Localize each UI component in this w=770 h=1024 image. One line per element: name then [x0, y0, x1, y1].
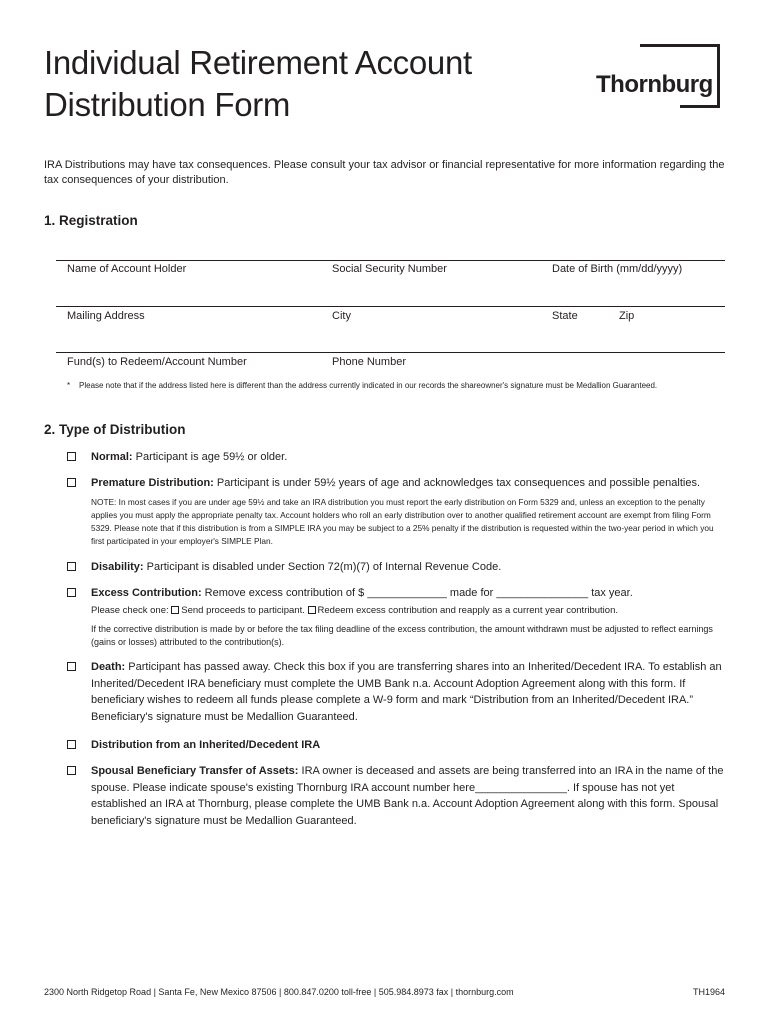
inherited-label: Distribution from an Inherited/Decedent IRA — [91, 739, 321, 751]
dob-field[interactable]: Date of Birth (mm/dd/yyyy) — [552, 263, 683, 275]
address-note-text: Please note that if the address listed here is different than the address currently indicated in our records the shareowner's signature must be Medallion Guaranteed. — [79, 381, 658, 390]
normal-checkbox[interactable] — [67, 452, 76, 461]
reapply-checkbox[interactable] — [308, 606, 316, 614]
ssn-field[interactable]: Social Security Number — [332, 263, 447, 275]
city-field[interactable]: City — [332, 310, 351, 322]
registration-row-1-line — [56, 260, 725, 261]
death-option — [91, 659, 731, 725]
normal-option — [91, 449, 731, 466]
excess-label: Excess Contribution: — [91, 587, 202, 599]
death-checkbox[interactable] — [67, 662, 76, 671]
spousal-label: Spousal Beneficiary Transfer of Assets: — [91, 765, 299, 777]
logo-frame-bottom — [680, 105, 720, 108]
excess-note: If the corrective distribution is made by or before the tax filing deadline of the excess contribution, the amount withdrawn must be adjusted to reflect earnings (gains or losses) attributed to the contribution(s). — [91, 624, 713, 647]
premature-note: NOTE: In most cases if you are under age 59½ and take an IRA distribution you must report the early distribution on Form 5329 and, unless an exception to the penalty applies you must apply the appropriate penalty tax. Account holders who roll an early distribution over to another qualified retirement account are exempt from filing Form 5329. Please note that if this distribution is from a SIMPLE IRA you may be subject to a 25% penalty if the distribution is requested within the two-year period in which you first participated in your employer's SIMPLE Plan. — [91, 497, 714, 546]
disability-option — [91, 559, 731, 576]
reapply-label: Redeem excess contribution and reapply as a current year contribution. — [317, 605, 618, 616]
account-holder-field[interactable]: Name of Account Holder — [67, 263, 187, 275]
logo-frame-top — [640, 44, 720, 47]
excess-option — [91, 585, 731, 602]
premature-label: Premature Distribution: — [91, 477, 214, 489]
inherited-option — [91, 737, 731, 754]
excess-checkbox[interactable] — [67, 588, 76, 597]
zip-field[interactable]: Zip — [619, 310, 635, 322]
registration-heading: 1. Registration — [44, 213, 138, 228]
logo-frame-right — [717, 44, 720, 108]
state-field[interactable]: State — [552, 310, 578, 322]
form-title — [44, 42, 472, 126]
footer-address: 2300 North Ridgetop Road | Santa Fe, New Mexico 87506 | 800.847.0200 toll-free | 505.984.8973 fax | thornburg.com — [44, 987, 514, 997]
thornburg-logo — [596, 44, 724, 110]
spousal-text: IRA owner is deceased and assets are being transferred into an IRA in the name of the spouse. Please indicate spouse's existing Thornburg IRA account number here_______________. If spouse has not yet established an IRA at Thornburg, please complete the UMB Bank n.a. Account Adoption Agreement along with this form. Spousal beneficiary's signature must be Medallion Guaranteed. — [91, 765, 724, 827]
form-code: TH1964 — [693, 987, 726, 997]
spousal-checkbox[interactable] — [67, 766, 76, 775]
registration-row-3-line — [56, 352, 725, 353]
send-proceeds-checkbox[interactable] — [171, 606, 179, 614]
disability-checkbox[interactable] — [67, 562, 76, 571]
premature-option — [91, 475, 731, 492]
normal-text: Participant is age 59½ or older. — [132, 451, 288, 463]
funds-account-field[interactable]: Fund(s) to Redeem/Account Number — [67, 356, 247, 368]
title-line-2: Distribution Form — [44, 86, 291, 123]
mailing-address-field[interactable]: Mailing Address — [67, 310, 145, 322]
death-label: Death: — [91, 661, 126, 673]
disability-label: Disability: — [91, 561, 144, 573]
premature-text: Participant is under 59½ years of age and acknowledges tax consequences and possible penalties. — [213, 477, 701, 489]
spousal-option — [91, 763, 731, 829]
normal-label: Normal: — [91, 451, 133, 463]
excess-check-one — [91, 604, 727, 617]
address-note — [67, 381, 657, 390]
premature-checkbox[interactable] — [67, 478, 76, 487]
inherited-checkbox[interactable] — [67, 740, 76, 749]
disability-text: Participant is disabled under Section 72(m)(7) of Internal Revenue Code. — [143, 561, 502, 573]
excess-text: Remove excess contribution of $ _____________ made for _______________ tax year. — [201, 587, 633, 599]
death-text: Participant has passed away. Check this box if you are transferring shares into an Inherited/Decedent IRA. To establish an Inherited/Decedent IRA beneficiary must complete the UMB Bank n.a. Account Adoption Agreement along with this form. If beneficiary wishes to redeem all funds please complete a W-9 form and mark “Distribution from an Inherited/Decedent IRA.” Beneficiary's signature must be Medallion Guaranteed. — [91, 661, 722, 723]
phone-field[interactable]: Phone Number — [332, 356, 406, 368]
note-asterisk: * — [67, 381, 71, 390]
intro-text: IRA Distributions may have tax consequences. Please consult your tax advisor or financial representative for more information regarding the tax consequences of your distribution. — [44, 159, 725, 186]
title-line-1: Individual Retirement Account — [44, 44, 472, 81]
logo-wordmark: Thornburg — [596, 71, 713, 98]
distribution-heading: 2. Type of Distribution — [44, 422, 186, 437]
excess-check-prefix: Please check one: — [91, 605, 169, 616]
registration-row-2-line — [56, 306, 725, 307]
send-proceeds-label: Send proceeds to participant. — [181, 605, 305, 616]
